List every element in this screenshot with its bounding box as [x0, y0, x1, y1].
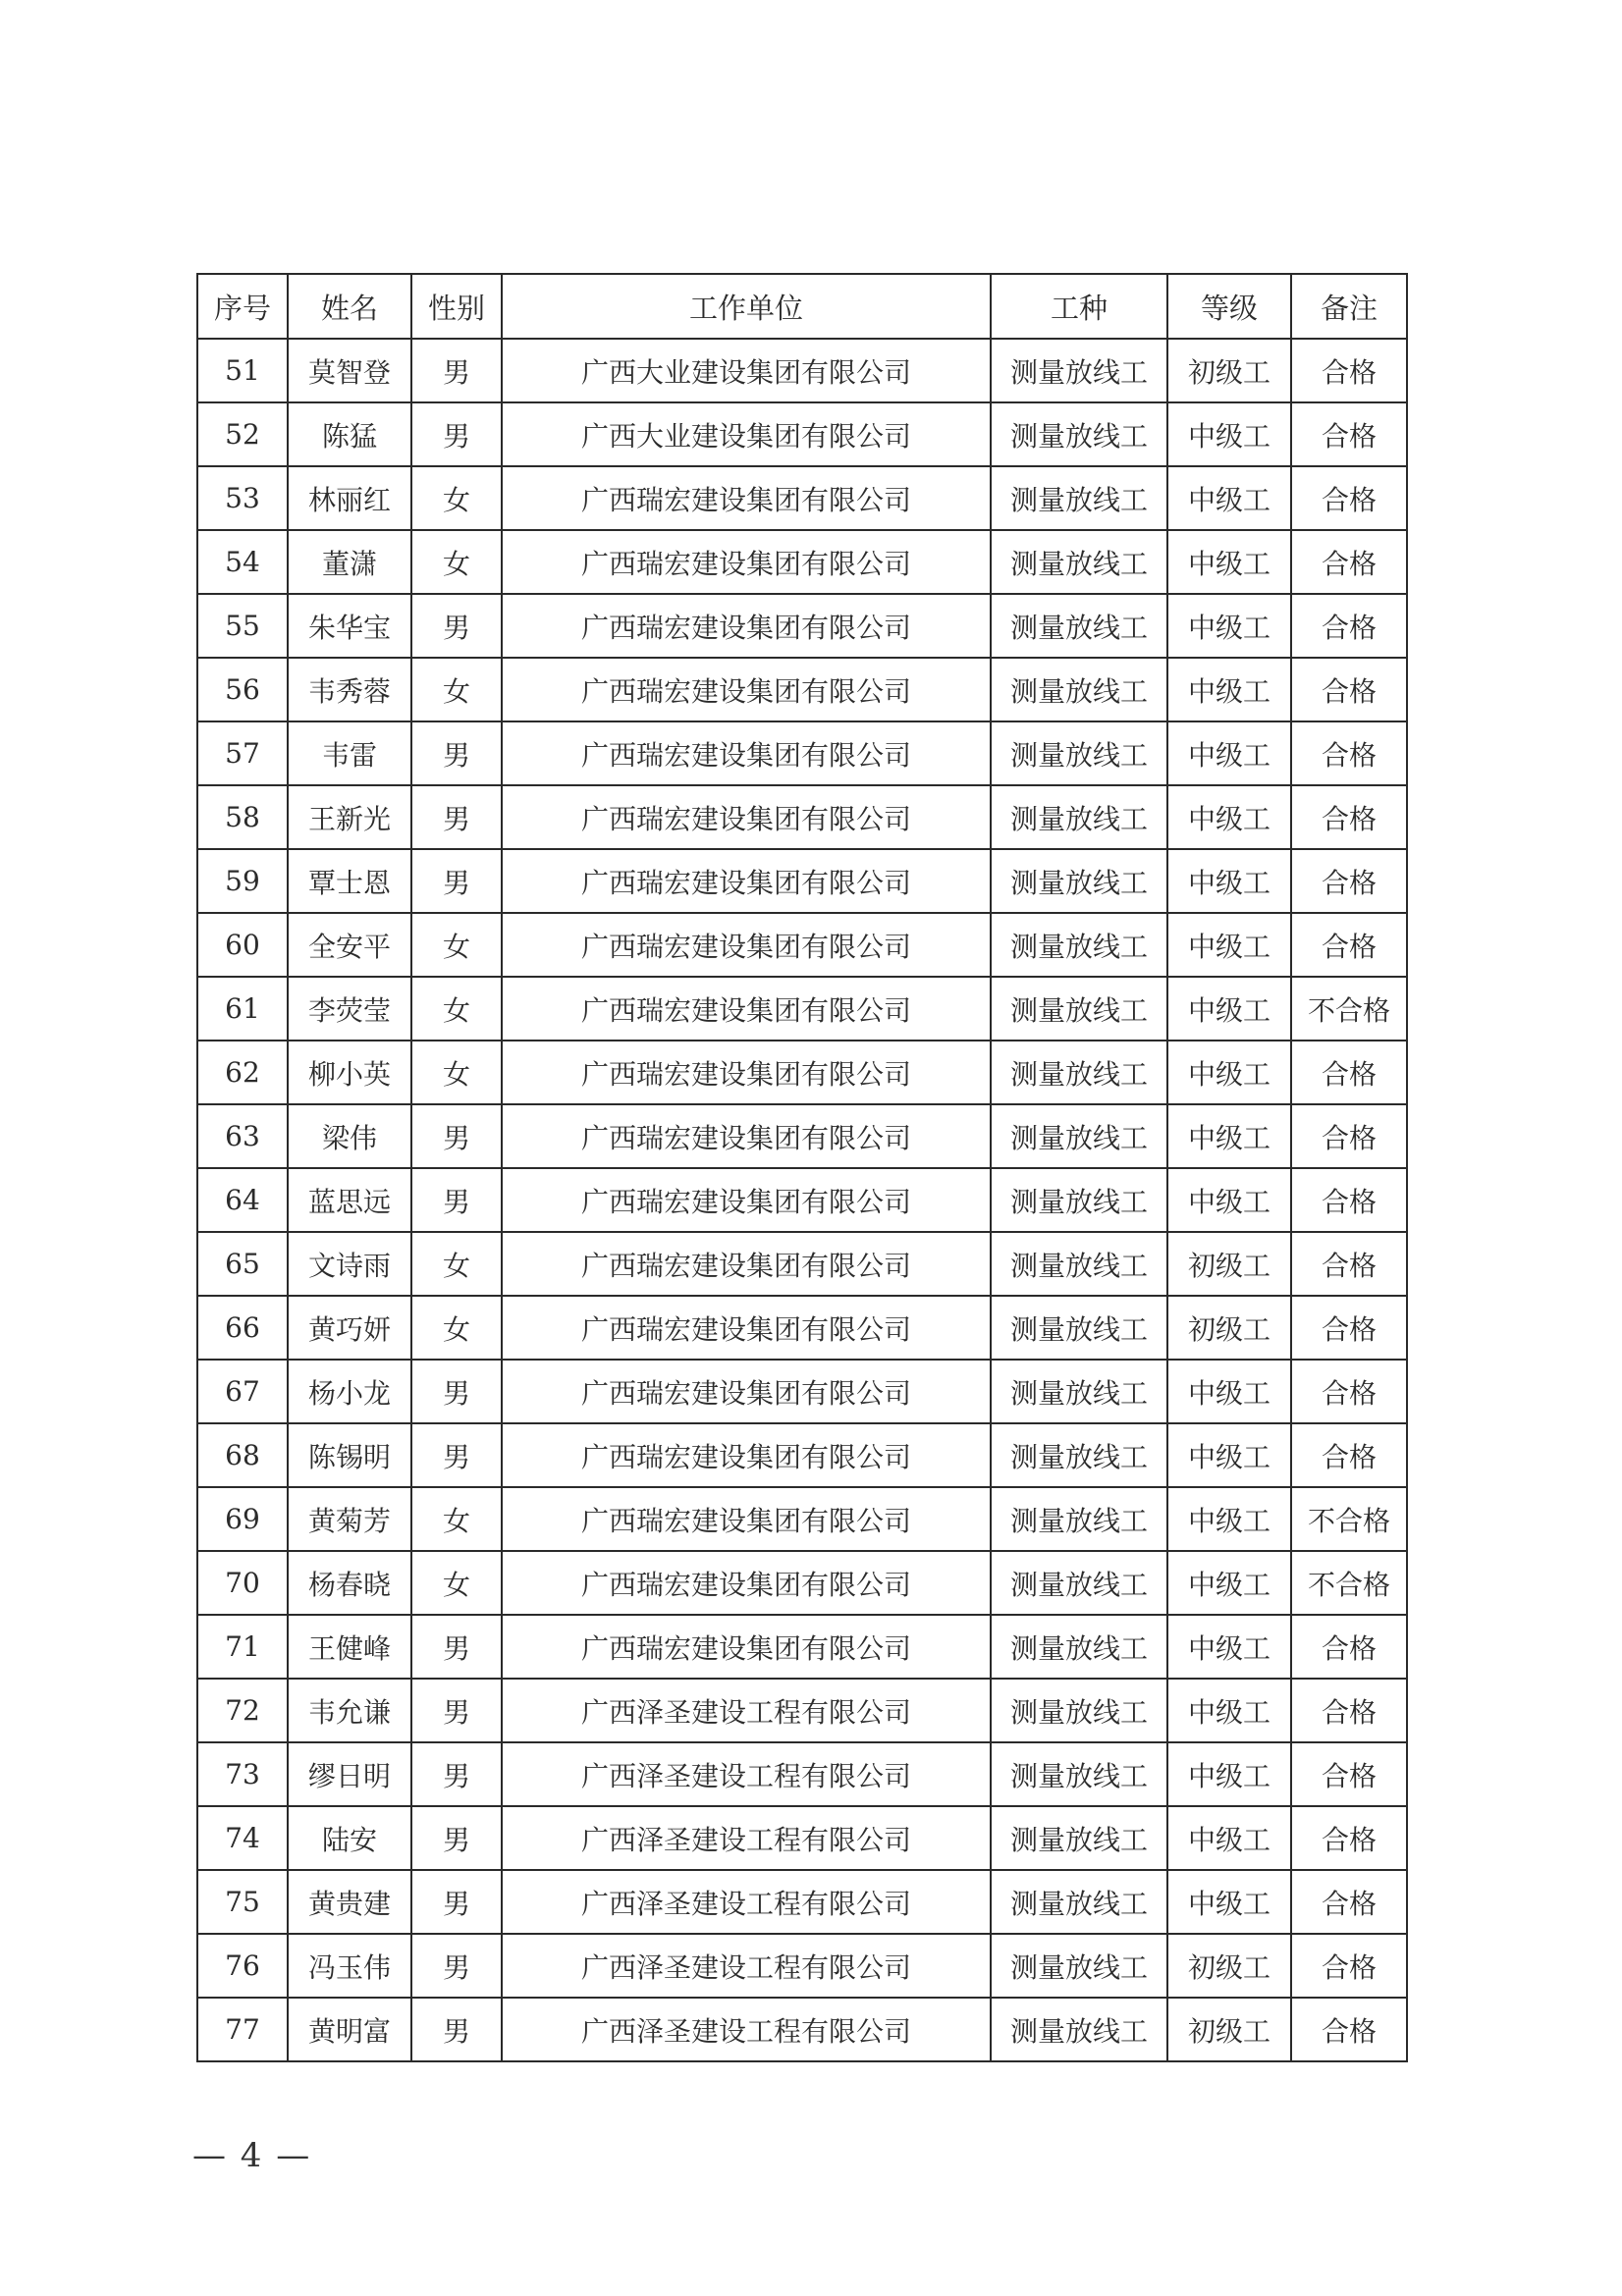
cell-level: 中级工 [1167, 402, 1291, 466]
cell-level: 中级工 [1167, 977, 1291, 1041]
cell-work-unit: 广西瑞宏建设集团有限公司 [502, 1296, 991, 1360]
cell-level: 初级工 [1167, 339, 1291, 402]
cell-work-unit: 广西瑞宏建设集团有限公司 [502, 721, 991, 785]
cell-work-unit: 广西泽圣建设工程有限公司 [502, 1679, 991, 1742]
cell-gender: 男 [411, 1423, 502, 1487]
cell-remark: 合格 [1291, 1104, 1407, 1168]
cell-gender: 女 [411, 1487, 502, 1551]
cell-remark: 合格 [1291, 658, 1407, 721]
cell-remark: 合格 [1291, 1934, 1407, 1998]
table-row [197, 1487, 1407, 1551]
table-row [197, 1551, 1407, 1615]
cell-gender: 女 [411, 658, 502, 721]
cell-level: 中级工 [1167, 1487, 1291, 1551]
cell-gender: 男 [411, 1104, 502, 1168]
cell-remark: 合格 [1291, 1360, 1407, 1423]
cell-trade: 测量放线工 [991, 1998, 1167, 2061]
table-row [197, 658, 1407, 721]
cell-remark: 合格 [1291, 721, 1407, 785]
cell-name: 柳小英 [288, 1041, 411, 1104]
cell-level: 中级工 [1167, 1168, 1291, 1232]
table-row [197, 1296, 1407, 1360]
cell-name: 黄明富 [288, 1998, 411, 2061]
table-row [197, 594, 1407, 658]
header-serial: 序号 [197, 274, 288, 339]
cell-serial: 54 [197, 530, 288, 594]
cell-name: 陈锡明 [288, 1423, 411, 1487]
cell-name: 缪日明 [288, 1742, 411, 1806]
cell-remark: 合格 [1291, 1679, 1407, 1742]
cell-level: 中级工 [1167, 1870, 1291, 1934]
header-work-unit: 工作单位 [502, 274, 991, 339]
table-row [197, 977, 1407, 1041]
cell-name: 黄巧妍 [288, 1296, 411, 1360]
table-row [197, 721, 1407, 785]
cell-name: 王健峰 [288, 1615, 411, 1679]
cell-gender: 男 [411, 721, 502, 785]
table-row [197, 402, 1407, 466]
cell-gender: 女 [411, 1296, 502, 1360]
table-row [197, 466, 1407, 530]
cell-work-unit: 广西瑞宏建设集团有限公司 [502, 594, 991, 658]
cell-serial: 68 [197, 1423, 288, 1487]
cell-serial: 64 [197, 1168, 288, 1232]
cell-remark: 合格 [1291, 1998, 1407, 2061]
cell-level: 中级工 [1167, 1360, 1291, 1423]
cell-trade: 测量放线工 [991, 339, 1167, 402]
cell-remark: 合格 [1291, 1806, 1407, 1870]
table-row [197, 1934, 1407, 1998]
cell-gender: 女 [411, 1551, 502, 1615]
cell-remark: 合格 [1291, 785, 1407, 849]
cell-level: 中级工 [1167, 1551, 1291, 1615]
cell-gender: 男 [411, 785, 502, 849]
header-name: 姓名 [288, 274, 411, 339]
cell-level: 中级工 [1167, 721, 1291, 785]
cell-level: 中级工 [1167, 1423, 1291, 1487]
cell-name: 莫智登 [288, 339, 411, 402]
cell-trade: 测量放线工 [991, 1232, 1167, 1296]
cell-serial: 70 [197, 1551, 288, 1615]
cell-serial: 55 [197, 594, 288, 658]
cell-serial: 58 [197, 785, 288, 849]
cell-gender: 女 [411, 530, 502, 594]
cell-level: 中级工 [1167, 1104, 1291, 1168]
cell-name: 黄贵建 [288, 1870, 411, 1934]
cell-serial: 74 [197, 1806, 288, 1870]
cell-gender: 女 [411, 1041, 502, 1104]
cell-name: 蓝思远 [288, 1168, 411, 1232]
cell-gender: 女 [411, 977, 502, 1041]
table-row [197, 913, 1407, 977]
cell-remark: 不合格 [1291, 977, 1407, 1041]
header-level: 等级 [1167, 274, 1291, 339]
cell-trade: 测量放线工 [991, 658, 1167, 721]
cell-trade: 测量放线工 [991, 1551, 1167, 1615]
cell-remark: 合格 [1291, 849, 1407, 913]
cell-name: 韦雷 [288, 721, 411, 785]
cell-name: 黄菊芳 [288, 1487, 411, 1551]
cell-serial: 73 [197, 1742, 288, 1806]
cell-level: 中级工 [1167, 658, 1291, 721]
cell-name: 陈猛 [288, 402, 411, 466]
cell-serial: 56 [197, 658, 288, 721]
cell-serial: 63 [197, 1104, 288, 1168]
cell-name: 韦允谦 [288, 1679, 411, 1742]
cell-remark: 合格 [1291, 1615, 1407, 1679]
cell-remark: 不合格 [1291, 1551, 1407, 1615]
cell-work-unit: 广西瑞宏建设集团有限公司 [502, 1487, 991, 1551]
header-row [197, 274, 1407, 339]
cell-level: 中级工 [1167, 1742, 1291, 1806]
cell-work-unit: 广西瑞宏建设集团有限公司 [502, 1168, 991, 1232]
cell-level: 中级工 [1167, 1615, 1291, 1679]
cell-name: 陆安 [288, 1806, 411, 1870]
cell-remark: 不合格 [1291, 1487, 1407, 1551]
cell-serial: 51 [197, 339, 288, 402]
cell-level: 中级工 [1167, 1806, 1291, 1870]
cell-level: 中级工 [1167, 466, 1291, 530]
cell-serial: 57 [197, 721, 288, 785]
table-row [197, 1615, 1407, 1679]
cell-name: 全安平 [288, 913, 411, 977]
table-body [197, 339, 1407, 2061]
cell-level: 中级工 [1167, 913, 1291, 977]
cell-remark: 合格 [1291, 1168, 1407, 1232]
cell-work-unit: 广西瑞宏建设集团有限公司 [502, 658, 991, 721]
table-header [197, 274, 1407, 339]
table-row [197, 1360, 1407, 1423]
cell-work-unit: 广西瑞宏建设集团有限公司 [502, 785, 991, 849]
cell-work-unit: 广西泽圣建设工程有限公司 [502, 1934, 991, 1998]
table-row [197, 1104, 1407, 1168]
cell-serial: 66 [197, 1296, 288, 1360]
cell-gender: 男 [411, 594, 502, 658]
cell-gender: 男 [411, 1806, 502, 1870]
table-row [197, 1870, 1407, 1934]
table-row [197, 1168, 1407, 1232]
cell-serial: 61 [197, 977, 288, 1041]
cell-trade: 测量放线工 [991, 785, 1167, 849]
cell-gender: 男 [411, 402, 502, 466]
cell-work-unit: 广西大业建设集团有限公司 [502, 402, 991, 466]
cell-work-unit: 广西瑞宏建设集团有限公司 [502, 1104, 991, 1168]
header-remark: 备注 [1291, 274, 1407, 339]
cell-work-unit: 广西泽圣建设工程有限公司 [502, 1806, 991, 1870]
cell-trade: 测量放线工 [991, 530, 1167, 594]
cell-remark: 合格 [1291, 594, 1407, 658]
cell-trade: 测量放线工 [991, 1870, 1167, 1934]
cell-trade: 测量放线工 [991, 913, 1167, 977]
cell-work-unit: 广西瑞宏建设集团有限公司 [502, 1232, 991, 1296]
cell-trade: 测量放线工 [991, 402, 1167, 466]
cell-level: 中级工 [1167, 785, 1291, 849]
cell-trade: 测量放线工 [991, 1934, 1167, 1998]
cell-remark: 合格 [1291, 1296, 1407, 1360]
cell-trade: 测量放线工 [991, 1041, 1167, 1104]
cell-trade: 测量放线工 [991, 721, 1167, 785]
cell-name: 梁伟 [288, 1104, 411, 1168]
cell-serial: 67 [197, 1360, 288, 1423]
cell-level: 初级工 [1167, 1232, 1291, 1296]
cell-gender: 男 [411, 1168, 502, 1232]
cell-remark: 合格 [1291, 530, 1407, 594]
cell-name: 朱华宝 [288, 594, 411, 658]
table-row [197, 1742, 1407, 1806]
cell-name: 董潇 [288, 530, 411, 594]
cell-gender: 男 [411, 1360, 502, 1423]
header-trade: 工种 [991, 274, 1167, 339]
cell-serial: 75 [197, 1870, 288, 1934]
cell-level: 中级工 [1167, 594, 1291, 658]
cell-name: 冯玉伟 [288, 1934, 411, 1998]
cell-remark: 合格 [1291, 1041, 1407, 1104]
cell-name: 覃士恩 [288, 849, 411, 913]
results-table [196, 273, 1408, 2062]
cell-work-unit: 广西瑞宏建设集团有限公司 [502, 530, 991, 594]
cell-trade: 测量放线工 [991, 1615, 1167, 1679]
cell-trade: 测量放线工 [991, 1806, 1167, 1870]
cell-trade: 测量放线工 [991, 849, 1167, 913]
table-row [197, 1806, 1407, 1870]
cell-name: 文诗雨 [288, 1232, 411, 1296]
cell-serial: 53 [197, 466, 288, 530]
cell-remark: 合格 [1291, 1870, 1407, 1934]
cell-trade: 测量放线工 [991, 1360, 1167, 1423]
cell-serial: 65 [197, 1232, 288, 1296]
cell-level: 初级工 [1167, 1296, 1291, 1360]
cell-gender: 男 [411, 1998, 502, 2061]
cell-level: 中级工 [1167, 849, 1291, 913]
cell-work-unit: 广西瑞宏建设集团有限公司 [502, 1360, 991, 1423]
cell-level: 初级工 [1167, 1998, 1291, 2061]
cell-remark: 合格 [1291, 913, 1407, 977]
cell-work-unit: 广西大业建设集团有限公司 [502, 339, 991, 402]
cell-serial: 72 [197, 1679, 288, 1742]
cell-level: 中级工 [1167, 1041, 1291, 1104]
cell-trade: 测量放线工 [991, 977, 1167, 1041]
cell-remark: 合格 [1291, 1423, 1407, 1487]
cell-level: 中级工 [1167, 1679, 1291, 1742]
cell-gender: 女 [411, 913, 502, 977]
cell-trade: 测量放线工 [991, 1742, 1167, 1806]
cell-gender: 男 [411, 1679, 502, 1742]
table-row [197, 530, 1407, 594]
table-row [197, 785, 1407, 849]
cell-gender: 男 [411, 1742, 502, 1806]
cell-trade: 测量放线工 [991, 466, 1167, 530]
cell-trade: 测量放线工 [991, 1423, 1167, 1487]
cell-work-unit: 广西瑞宏建设集团有限公司 [502, 1423, 991, 1487]
cell-trade: 测量放线工 [991, 1487, 1167, 1551]
cell-work-unit: 广西瑞宏建设集团有限公司 [502, 977, 991, 1041]
cell-name: 杨春晓 [288, 1551, 411, 1615]
cell-name: 王新光 [288, 785, 411, 849]
cell-remark: 合格 [1291, 466, 1407, 530]
table-row [197, 1423, 1407, 1487]
cell-level: 初级工 [1167, 1934, 1291, 1998]
cell-work-unit: 广西泽圣建设工程有限公司 [502, 1742, 991, 1806]
cell-gender: 女 [411, 466, 502, 530]
cell-work-unit: 广西瑞宏建设集团有限公司 [502, 1041, 991, 1104]
cell-trade: 测量放线工 [991, 1296, 1167, 1360]
cell-name: 韦秀蓉 [288, 658, 411, 721]
cell-gender: 男 [411, 1615, 502, 1679]
cell-serial: 62 [197, 1041, 288, 1104]
cell-gender: 男 [411, 1934, 502, 1998]
cell-gender: 女 [411, 1232, 502, 1296]
cell-trade: 测量放线工 [991, 1679, 1167, 1742]
table-row [197, 339, 1407, 402]
cell-remark: 合格 [1291, 1232, 1407, 1296]
cell-name: 杨小龙 [288, 1360, 411, 1423]
cell-work-unit: 广西瑞宏建设集团有限公司 [502, 1615, 991, 1679]
cell-work-unit: 广西瑞宏建设集团有限公司 [502, 913, 991, 977]
cell-serial: 69 [197, 1487, 288, 1551]
table-row [197, 1041, 1407, 1104]
cell-gender: 男 [411, 339, 502, 402]
cell-serial: 77 [197, 1998, 288, 2061]
cell-remark: 合格 [1291, 339, 1407, 402]
cell-gender: 男 [411, 1870, 502, 1934]
cell-serial: 60 [197, 913, 288, 977]
cell-trade: 测量放线工 [991, 594, 1167, 658]
page-number: — 4 — [192, 2136, 312, 2175]
cell-remark: 合格 [1291, 1742, 1407, 1806]
cell-serial: 71 [197, 1615, 288, 1679]
cell-work-unit: 广西泽圣建设工程有限公司 [502, 1870, 991, 1934]
cell-serial: 52 [197, 402, 288, 466]
cell-work-unit: 广西瑞宏建设集团有限公司 [502, 1551, 991, 1615]
table-row [197, 1998, 1407, 2061]
cell-name: 李荧莹 [288, 977, 411, 1041]
cell-remark: 合格 [1291, 402, 1407, 466]
table-row [197, 1232, 1407, 1296]
cell-gender: 男 [411, 849, 502, 913]
cell-level: 中级工 [1167, 530, 1291, 594]
cell-work-unit: 广西泽圣建设工程有限公司 [502, 1998, 991, 2061]
table-row [197, 1679, 1407, 1742]
cell-serial: 59 [197, 849, 288, 913]
cell-work-unit: 广西瑞宏建设集团有限公司 [502, 849, 991, 913]
cell-trade: 测量放线工 [991, 1104, 1167, 1168]
header-gender: 性别 [411, 274, 502, 339]
cell-name: 林丽红 [288, 466, 411, 530]
cell-serial: 76 [197, 1934, 288, 1998]
cell-work-unit: 广西瑞宏建设集团有限公司 [502, 466, 991, 530]
cell-trade: 测量放线工 [991, 1168, 1167, 1232]
table-row [197, 849, 1407, 913]
